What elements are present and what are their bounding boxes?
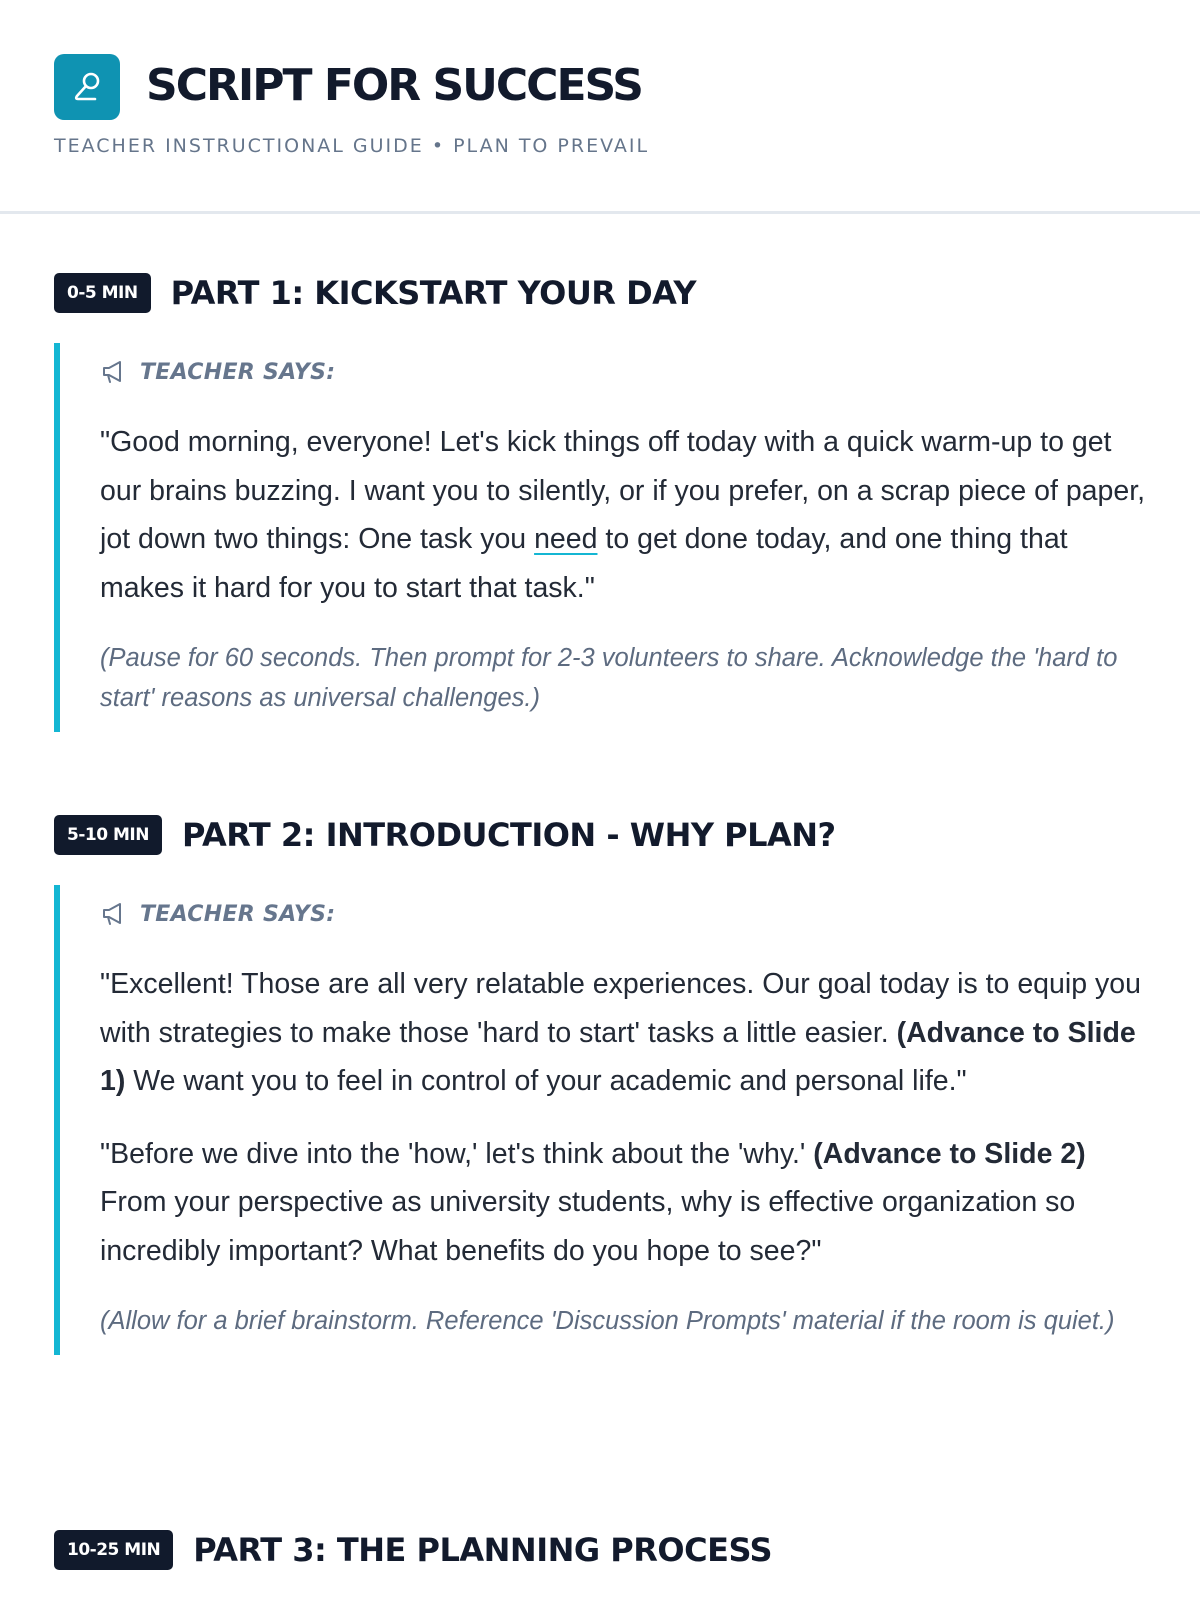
page-title: SCRIPT FOR SUCCESS — [146, 60, 642, 111]
time-badge: 0-5 MIN — [54, 273, 151, 313]
teacher-script-block — [54, 343, 1146, 732]
teacher-speech — [100, 960, 1146, 1106]
teacher-says-label: TEACHER SAYS: — [140, 359, 336, 385]
stage-direction: (Allow for a brief brainstorm. Reference 'Discussion Prompts' material if the room is quiet.) — [100, 1307, 1115, 1335]
section-title: PART 3: THE PLANNING PROCESS — [193, 1531, 773, 1569]
section-header — [54, 815, 1146, 855]
teacher-speech — [100, 418, 1146, 612]
speech-text: We want you to feel in control of your academic and personal life." — [125, 1065, 967, 1097]
teacher-says-label: TEACHER SAYS: — [140, 901, 336, 927]
speech-text: "Good morning, everyone! Let's kick things off today with a quick warm-up to get our brains buzzing. I want you to silently, or if you prefer, on a scrap piece of paper, jot down two things: One task you — [100, 426, 1146, 555]
slide-cue: (Advance to Slide 2) — [813, 1137, 1086, 1170]
teacher-says-header — [100, 357, 1146, 387]
emphasis-text: need — [534, 523, 598, 555]
microphone-icon — [69, 69, 105, 105]
section-part-2 — [54, 815, 1146, 1355]
section-part-1 — [54, 273, 1146, 732]
megaphone-icon — [100, 358, 128, 386]
teacher-says-header — [100, 899, 1146, 929]
stage-direction: (Pause for 60 seconds. Then prompt for 2-3 volunteers to share. Acknowledge the 'hard to start' reasons as universal challenges.) — [100, 644, 1118, 712]
page-subtitle: TEACHER INSTRUCTIONAL GUIDE • PLAN TO PREVAIL — [54, 135, 650, 157]
speech-text: From your perspective as university students, why is effective organization so incredibly important? What benefits do you hope to see?" — [100, 1186, 1076, 1267]
speech-text: to get done today, and one thing that makes it hard for you to start that task." — [100, 523, 1068, 604]
speech-text: "Excellent! Those are all very relatable experiences. Our goal today is to equip you with strategies to make those 'hard to start' tasks a little easier. — [100, 968, 1141, 1049]
section-header — [54, 1530, 1146, 1570]
teacher-script-block — [54, 885, 1146, 1355]
section-title: PART 2: INTRODUCTION - WHY PLAN? — [181, 816, 836, 854]
section-part-3 — [54, 1530, 1146, 1570]
time-badge: 5-10 MIN — [54, 815, 162, 855]
page-header — [0, 0, 1200, 214]
teacher-speech — [100, 1130, 1146, 1276]
section-header — [54, 273, 1146, 313]
speech-text: "Before we dive into the 'how,' let's think about the 'why.' — [100, 1137, 814, 1170]
logo — [54, 54, 120, 120]
megaphone-icon — [100, 900, 128, 928]
slide-cue: (Advance to Slide 1) — [100, 1016, 1136, 1097]
section-title: PART 1: KICKSTART YOUR DAY — [170, 274, 697, 312]
time-badge: 10-25 MIN — [54, 1530, 173, 1570]
